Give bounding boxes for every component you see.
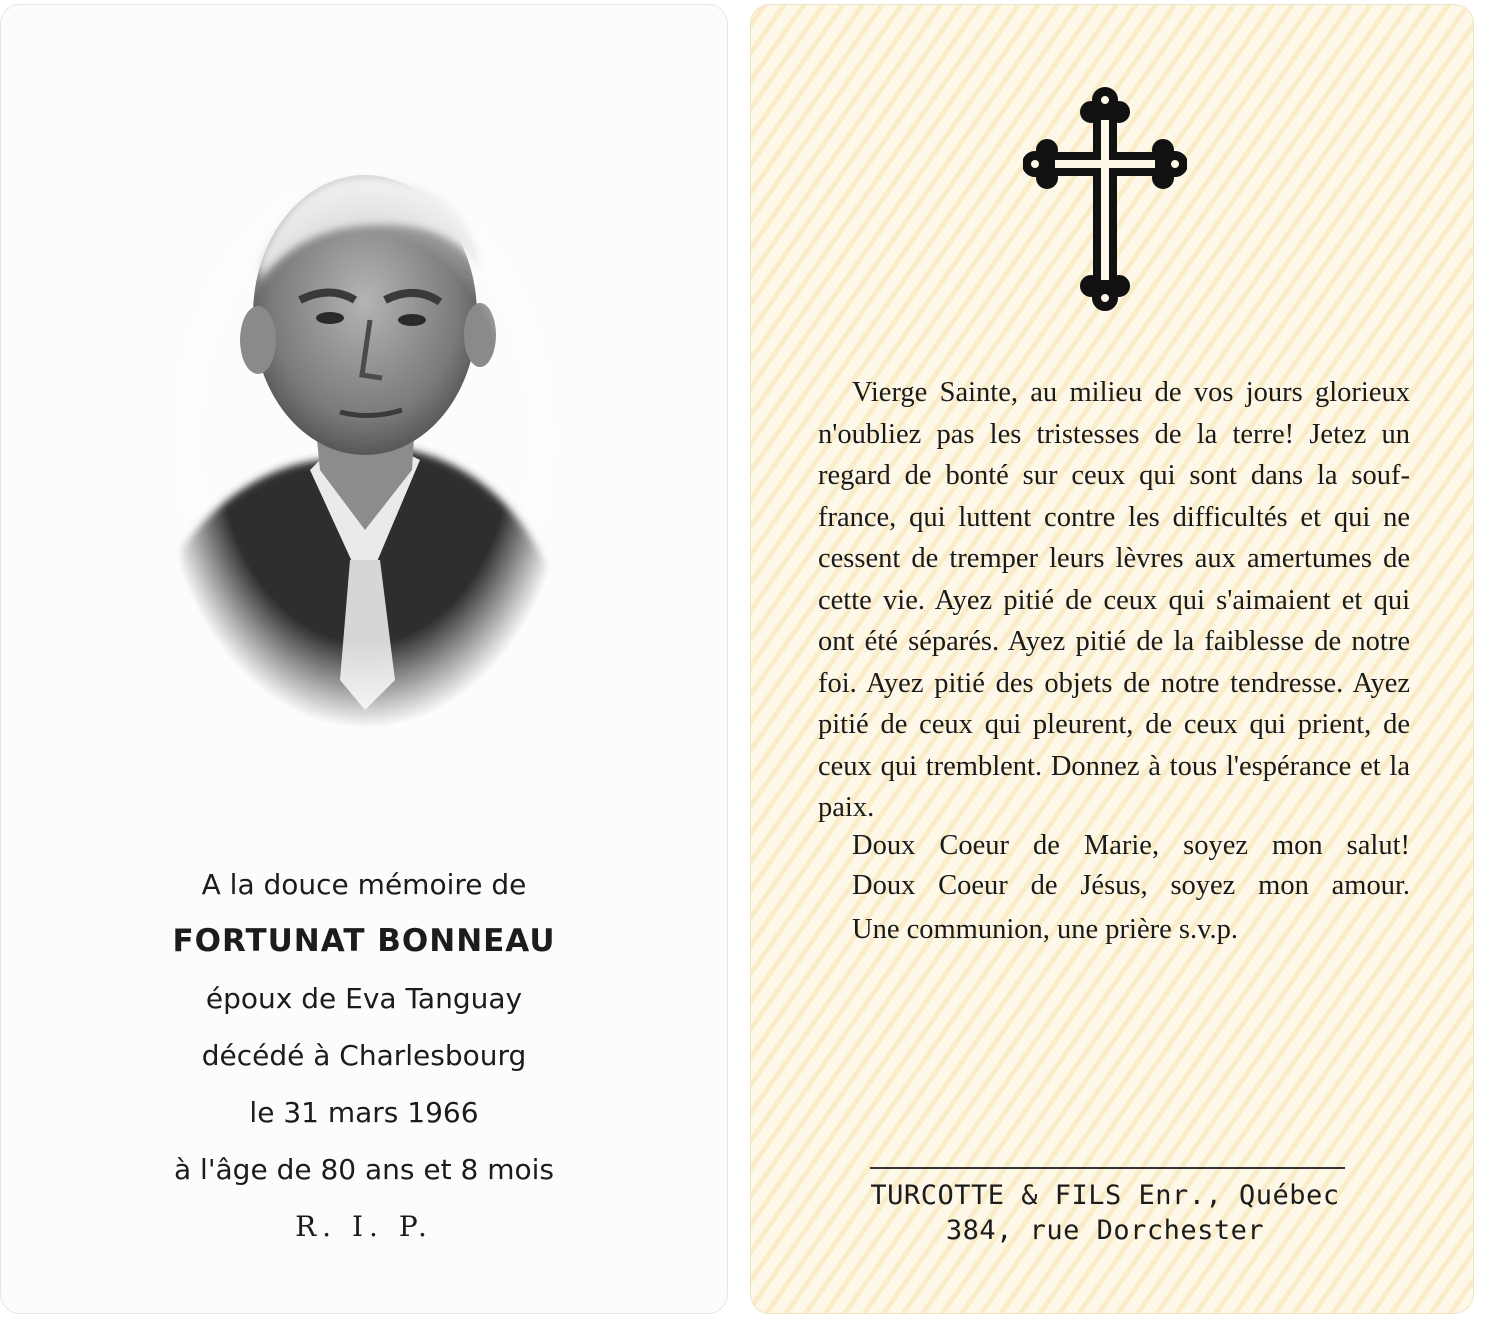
printer-name: TURCOTTE & FILS Enr., Québec [870, 1180, 1340, 1211]
prayer-text [818, 372, 1410, 950]
deceased-name: FORTUNAT BONNEAU [172, 923, 556, 959]
spouse-line: époux de Eva Tanguay [205, 982, 523, 1015]
portrait-photo [150, 150, 580, 750]
memorial-intro: A la douce mémoire de [201, 868, 527, 901]
prayer-paragraph-1: Vierge Sainte, au milieu de vos jours glorieux n'oubliez pas les tristesses de la terre! Jetez un regard de bonté sur ceux qui sont dans la souffrance, qui luttent contre les difficultés et qui ne cessent de tremper leurs lèvres aux amertumes de cette vie. Ayez pitié de ceux qui s'aimaient et qui ont été séparés. Ayez pitié de la faiblesse de notre foi. Ayez pitié des objets de notre tendresse. Ayez pitié de ceux qui pleurent, de ceux qui prient, de ceux qui tremblent. Donnez à tous l'espérance et la paix. [818, 377, 1410, 823]
cross-bottony-icon [1023, 86, 1187, 312]
age-at-death: à l'âge de 80 ans et 8 mois [173, 1153, 554, 1186]
prayer-paragraph-2: Doux Coeur de Marie, soyez mon salut! [852, 829, 1410, 861]
prayer-paragraph-3: Doux Coeur de Jésus, soyez mon amour. [852, 869, 1410, 901]
rip-line: R. I. P. [295, 1210, 433, 1243]
place-of-death: décédé à Charlesbourg [201, 1039, 527, 1072]
memorial-text [0, 856, 728, 1255]
divider-rule [870, 1167, 1345, 1169]
printer-address: 384, rue Dorchester [945, 1215, 1265, 1246]
date-of-death: le 31 mars 1966 [249, 1096, 479, 1129]
prayer-paragraph-4: Une communion, une prière s.v.p. [852, 913, 1238, 945]
